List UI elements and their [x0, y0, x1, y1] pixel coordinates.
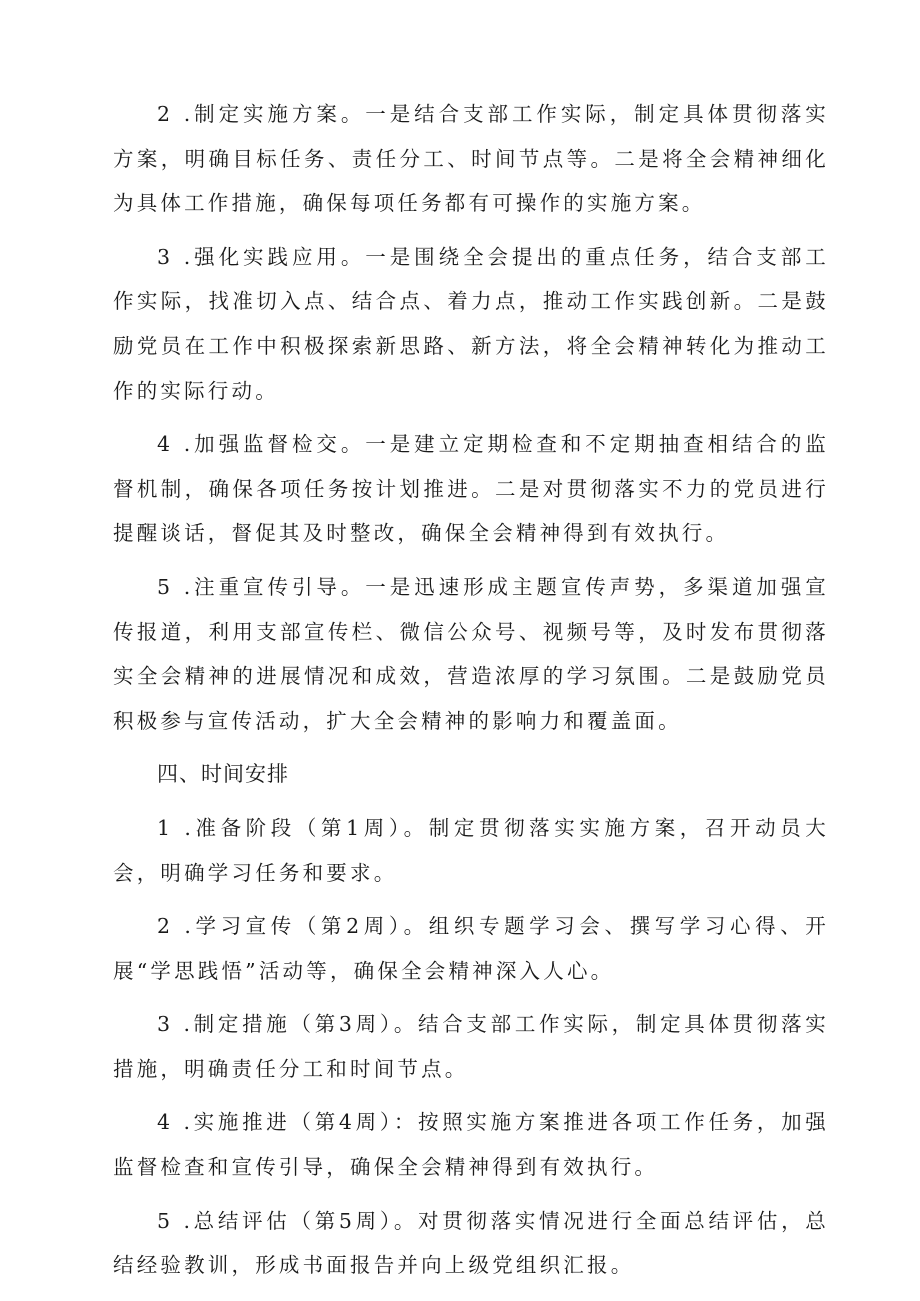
paragraph-schedule-2: 2 .学习宣传（第2周）。组织专题学习会、撰写学习心得、开展“学思践悟”活动等，确保全会精神深入人心。 [113, 914, 829, 983]
paragraph-schedule-3: 3 .制定措施（第3周）。结合支部工作实际，制定具体贯彻落实措施，明确责任分工和时间节点。 [113, 1012, 829, 1081]
section-heading-schedule: 四、时间安排 [157, 762, 289, 787]
paragraph-measure-4: 4 .加强监督检交。一是建立定期检查和不定期抽查相结合的监督机制，确保各项任务按计划推进。二是对贯彻落实不力的党员进行提醒谈话，督促其及时整改，确保全会精神得到有效执行。 [113, 432, 829, 546]
paragraph-schedule-1: 1 .准备阶段（第1周）。制定贯彻落实实施方案，召开动员大会，明确学习任务和要求。 [113, 815, 829, 885]
paragraph-schedule-5: 5 .总结评估（第5周）。对贯彻落实情况进行全面总结评估，总结经验教训，形成书面报告并向上级党组织汇报。 [113, 1208, 829, 1278]
paragraph-measure-3: 3 .强化实践应用。一是围绕全会提出的重点任务，结合支部工作实际，找准切入点、结合点、着力点，推动工作实践创新。二是鼓励党员在工作中积极探索新思路、新方法，将全会精神转化为推动工作的实际行动。 [113, 244, 829, 403]
paragraph-schedule-4: 4 .实施推进（第4周）：按照实施方案推进各项工作任务，加强监督检查和宣传引导，确保全会精神得到有效执行。 [113, 1110, 829, 1180]
paragraph-measure-2: 2 .制定实施方案。一是结合支部工作实际，制定具体贯彻落实方案，明确目标任务、责任分工、时间节点等。二是将全会精神细化为具体工作措施，确保每项任务都有可操作的实施方案。 [113, 102, 829, 216]
paragraph-measure-5: 5 .注重宣传引导。一是迅速形成主题宣传声势，多渠道加强宣传报道，利用支部宣传栏、微信公众号、视频号等，及时发布贯彻落实全会精神的进展情况和成效，营造浓厚的学习氛围。二是鼓励党员积极参与宣传活动，扩大全会精神的影响力和覆盖面。 [113, 574, 829, 733]
document-page [113, 92, 829, 1297]
